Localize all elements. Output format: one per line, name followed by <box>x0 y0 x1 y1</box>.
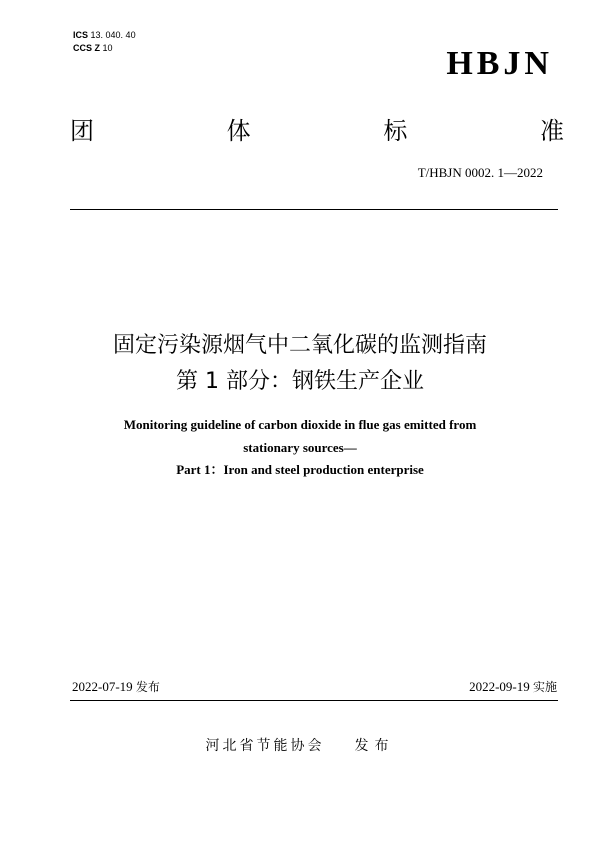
standard-type-heading <box>70 116 564 146</box>
standard-type-char: 体 <box>226 117 251 145</box>
ccs-code <box>73 43 113 54</box>
brand-logo-text: HBJN <box>446 45 553 82</box>
ccs-value: 10 <box>102 43 113 53</box>
en-title-line-2: stationary sources— <box>243 440 357 455</box>
bottom-divider <box>70 700 558 701</box>
cn-title-line-1: 固定污染源烟气中二氧化碳的监测指南 <box>112 333 487 358</box>
ics-code <box>73 30 136 41</box>
publisher-action: 发布 <box>354 738 395 754</box>
en-title-line-3: Part 1：Iron and steel production enterprise <box>176 462 424 477</box>
implement-date <box>469 679 557 695</box>
standard-number: T/HBJN 0002. 1—2022 <box>417 165 543 180</box>
implement-date-value: 2022-09-19 <box>469 679 530 694</box>
publisher-org: 河北省节能协会 <box>205 738 325 754</box>
standard-type-char: 准 <box>539 117 564 145</box>
ccs-label: CCS Z <box>73 43 100 53</box>
release-date-value: 2022-07-19 <box>72 679 133 694</box>
en-title-line-1: Monitoring guideline of carbon dioxide in flue gas emitted from <box>123 417 477 432</box>
release-date-label: 发布 <box>135 680 160 694</box>
cn-title-line-2: 第 1 部分：钢铁生产企业 <box>176 369 424 394</box>
top-divider <box>70 209 558 210</box>
publisher-line <box>0 737 600 755</box>
ics-label: ICS <box>73 30 89 40</box>
ics-value: 13. 040. 40 <box>90 30 136 40</box>
standard-type-char: 标 <box>383 117 408 145</box>
implement-date-label: 实施 <box>532 680 557 694</box>
release-date <box>72 679 160 695</box>
standard-type-char: 团 <box>70 117 94 145</box>
